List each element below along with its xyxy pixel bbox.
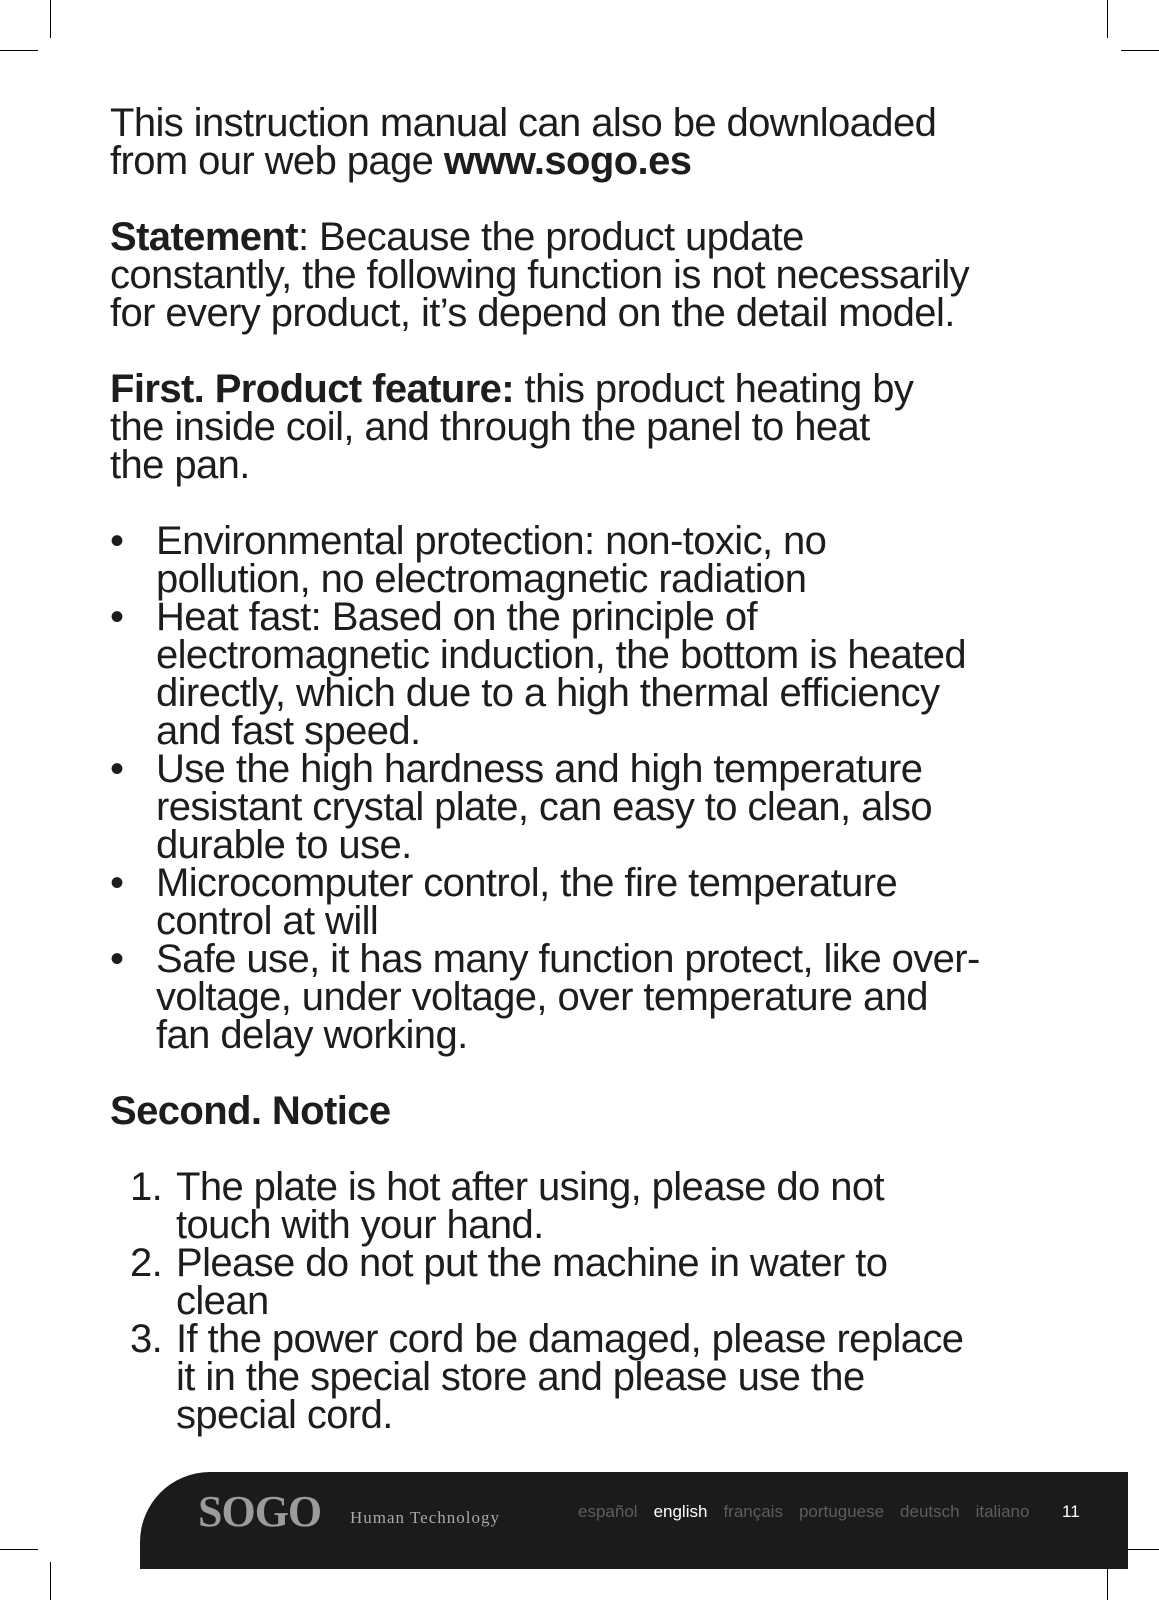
crop-mark [1107,0,1108,38]
language-link-francais[interactable]: français [723,1502,783,1521]
list-number: 1. [130,1165,163,1209]
notice-list [110,1165,1050,1437]
list-item [110,519,1050,601]
statement-label: Statement [110,215,298,259]
intro-paragraph [110,101,1050,183]
bullet-icon: • [110,747,124,791]
crop-mark [0,50,38,51]
list-item-line: voltage, under voltage, over temperature and [156,975,928,1019]
list-item-line: pollution, no electromagnetic radiation [156,557,807,601]
list-item [110,1241,1050,1323]
language-link-espanol[interactable]: español [578,1502,638,1521]
bullet-icon: • [110,937,124,981]
list-item [110,747,1050,867]
list-item-line: Heat fast: Based on the principle of [156,595,757,639]
statement-text: constantly, the following function is not necessarily [110,253,970,297]
list-item-line: If the power cord be damaged, please replace [176,1317,964,1361]
list-item [110,595,1050,753]
list-item-line: Microcomputer control, the fire temperature [156,861,898,905]
language-link-deutsch[interactable]: deutsch [900,1502,960,1521]
list-item-line: special cord. [176,1393,393,1437]
feature-heading: First. Product feature: [110,367,515,411]
features-list [110,519,1050,1057]
footer-bar [140,1472,1128,1569]
list-item-line: directly, which due to a high thermal efficiency [156,671,940,715]
list-item-line: Please do not put the machine in water to [176,1241,888,1285]
list-number: 2. [130,1241,163,1285]
list-item-line: The plate is hot after using, please do not [176,1165,885,1209]
list-item [110,937,1050,1057]
list-number: 3. [130,1317,163,1361]
language-link-italiano[interactable]: italiano [975,1502,1030,1521]
list-item-line: Safe use, it has many function protect, like over- [156,937,980,981]
crop-mark [0,1549,38,1550]
bullet-icon: • [110,519,124,563]
list-item-line: resistant crystal plate, can easy to clean, also [156,785,933,829]
logo-tagline: Human Technology [350,1508,500,1527]
statement-text: for every product, it’s depend on the detail model. [110,291,955,335]
list-item-line: fan delay working. [156,1013,468,1057]
feature-text: the pan. [110,443,250,487]
crop-mark [50,1562,51,1600]
list-item-line: Use the high hardness and high temperature [156,747,923,791]
list-item-line: it in the special store and please use the [176,1355,865,1399]
feature-paragraph [110,367,1050,487]
crop-mark [1121,50,1159,51]
sogo-logo: SOGO [198,1487,322,1536]
list-item-line: durable to use. [156,823,412,867]
intro-line: This instruction manual can also be downloaded [110,101,937,145]
statement-text: : Because the product update [297,215,804,259]
feature-text: the inside coil, and through the panel to heat [110,405,870,449]
crop-mark [50,0,51,38]
bullet-icon: • [110,595,124,639]
list-item [110,1317,1050,1437]
statement-paragraph [110,215,1050,335]
feature-text: this product heating by [514,367,914,411]
website-link[interactable]: www.sogo.es [443,139,692,183]
manual-content [110,101,1050,1437]
notice-heading: Second. Notice [110,1089,391,1133]
page-number: 11 [1062,1502,1080,1521]
list-item-line: electromagnetic induction, the bottom is heated [156,633,967,677]
list-item-line: and fast speed. [156,709,421,753]
bullet-icon: • [110,861,124,905]
language-link-english[interactable]: english [653,1502,708,1521]
language-nav [578,1502,1029,1522]
list-item-line: clean [176,1279,269,1323]
list-item [110,1165,1050,1247]
list-item-line: touch with your hand. [176,1203,544,1247]
list-item [110,861,1050,943]
list-item-line: Environmental protection: non-toxic, no [156,519,827,563]
list-item-line: control at will [156,899,379,943]
intro-line: from our web page [110,139,444,183]
language-link-portuguese[interactable]: portuguese [798,1502,885,1521]
